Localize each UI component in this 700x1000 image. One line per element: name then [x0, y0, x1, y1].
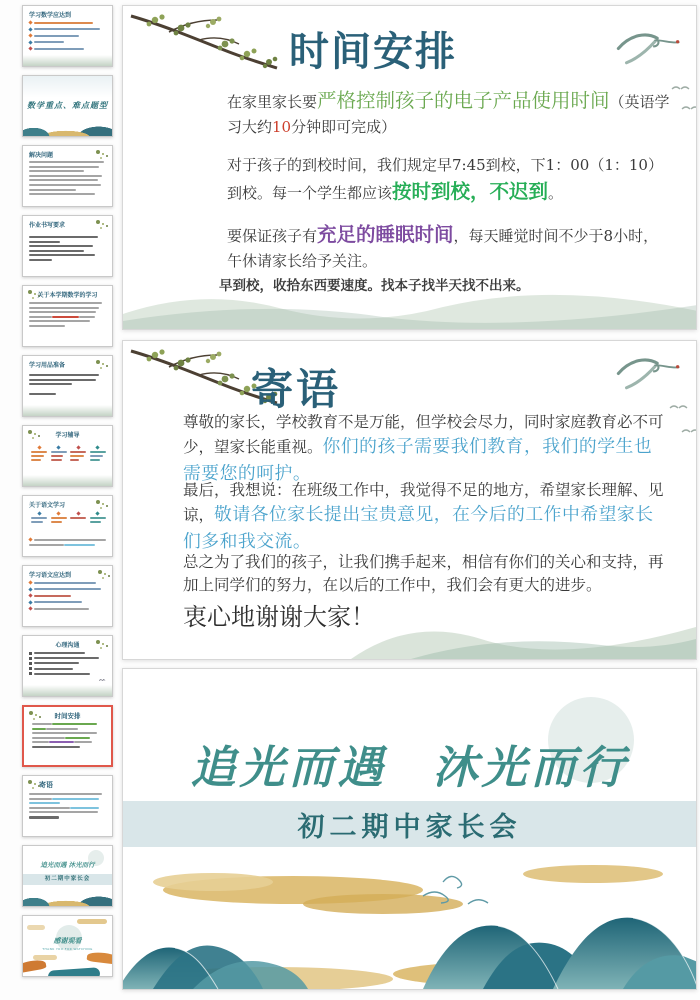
slide-title: 寄语: [251, 365, 342, 414]
thumbnail-title: 解决问题: [29, 152, 54, 159]
slide-thumbnail[interactable]: [22, 285, 113, 347]
thumbnail-panel: [22, 5, 117, 995]
slide-thumbnail[interactable]: [22, 5, 113, 67]
crane-icon: [612, 353, 684, 399]
slide-thumbnail[interactable]: [22, 915, 113, 977]
thumbnail-title: 感谢观看: [53, 936, 82, 945]
crane-icon: [612, 28, 684, 74]
cover-banner: [123, 801, 696, 847]
paragraph-respect-parents: 尊敬的家长，学校教育不是万能，但学校会尽力，同时家庭教育必不可少，望家长能重视。你们的孩子需要我们教育，我们的学生也需要您的呵护。: [183, 413, 664, 484]
pine-sprig-icon: [96, 220, 100, 224]
thumbnail-title: 关于本学期数学的学习: [37, 292, 98, 299]
distant-birds-icon: [680, 427, 697, 435]
paragraph-morning-note: 早到校，收拾东西要速度。找本子找半天找不出来。: [219, 278, 530, 294]
mountain-watercolor: [351, 589, 696, 659]
paragraph-sleep-time: 要保证孩子有充足的睡眠时间，每天睡觉时间不少于8小时，午休请家长给予关注。: [227, 223, 659, 271]
closing-thanks: 衷心地谢谢大家！: [183, 603, 375, 631]
pine-sprig-icon: [28, 780, 32, 784]
thumbnail-title: 学习数学应达到: [29, 12, 72, 19]
thumbnail-title: 学习用品准备: [29, 362, 66, 369]
brush-wave-decoration: [22, 958, 47, 973]
slide-thumbnail[interactable]: [22, 635, 113, 697]
thumbnail-title: 时间安排: [54, 712, 81, 720]
slide-thumbnail[interactable]: [22, 705, 113, 767]
cover-subtitle: 初二期中家长会: [297, 811, 522, 843]
slide-title: 时间安排: [289, 28, 457, 75]
brush-wave-decoration: [48, 967, 101, 977]
slide-thumbnail[interactable]: [22, 495, 113, 557]
paragraph-suggestions: 最后，我想说：在班级工作中，我觉得不足的地方，希望家长理解、见谅，敬请各位家长提出宝贵意见，在今后的工作中希望家长们多和我交流。: [183, 481, 664, 552]
paragraph-cooperation: 总之为了我们的孩子，让我们携手起来，相信有你们的关心和支持，再加上同学们的努力，在以后的工作中，我们会有更大的进步。: [183, 553, 664, 595]
slide-cover: [122, 668, 697, 990]
thumbnail-title: 作业书写要求: [29, 222, 66, 229]
slide-message: [122, 340, 697, 660]
slide-thumbnail[interactable]: [22, 215, 113, 277]
bird-icon: ᨐ: [98, 676, 106, 683]
pine-sprig-icon: [98, 570, 102, 574]
pine-sprig-icon: [96, 150, 100, 154]
slide-thumbnail[interactable]: [22, 425, 113, 487]
thumbnail-subtitle: 初二期中家长会: [44, 876, 91, 882]
slides-area: [122, 0, 698, 1000]
thumbnail-title: 追光而遇 沐光而行: [40, 861, 95, 869]
thumbnail-title: 关于语文学习: [29, 502, 66, 509]
landscape-painting: [123, 852, 697, 989]
pine-sprig-icon: [96, 500, 100, 504]
thumbnail-title: 数学重点、难点题型: [27, 100, 108, 110]
paragraph-arrival-time: 对于孩子的到校时间，我们规定早7:45到校，下1：00（1：10）到校。每一个学生都应该按时到校，不迟到。: [227, 156, 663, 204]
paragraph-electronics-rule: 在家里家长要严格控制孩子的电子产品使用时间（英语学习大约10分钟即可完成）: [227, 89, 670, 137]
thumbnail-title: 学习辅导: [55, 432, 80, 439]
thumbnail-subtitle: THANK YOU FOR WATCHING: [42, 947, 93, 951]
brush-wave-decoration: [87, 951, 113, 965]
pine-branch-decoration: [129, 10, 279, 80]
thumbnail-title: 寄语: [39, 780, 53, 789]
slide-thumbnail[interactable]: [22, 75, 113, 137]
pine-sprig-icon: [96, 640, 100, 644]
distant-birds-icon: [670, 84, 690, 92]
distant-birds-icon: [680, 104, 697, 112]
slide-thumbnail[interactable]: [22, 565, 113, 627]
slide-thumbnail[interactable]: [22, 145, 113, 207]
thumbnail-title: 学习语文应达到: [29, 572, 72, 579]
slide-time-arrangement: [122, 5, 697, 330]
distant-birds-icon: [668, 403, 688, 411]
cover-title: 追光而遇 沐光而行: [190, 741, 629, 794]
slide-thumbnail[interactable]: [22, 355, 113, 417]
thumbnail-title: 心理沟通: [55, 642, 80, 649]
mountain-watercolor: [123, 259, 697, 329]
slide-thumbnail[interactable]: [22, 775, 113, 837]
pine-sprig-icon: [96, 360, 100, 364]
slide-thumbnail[interactable]: [22, 845, 113, 907]
